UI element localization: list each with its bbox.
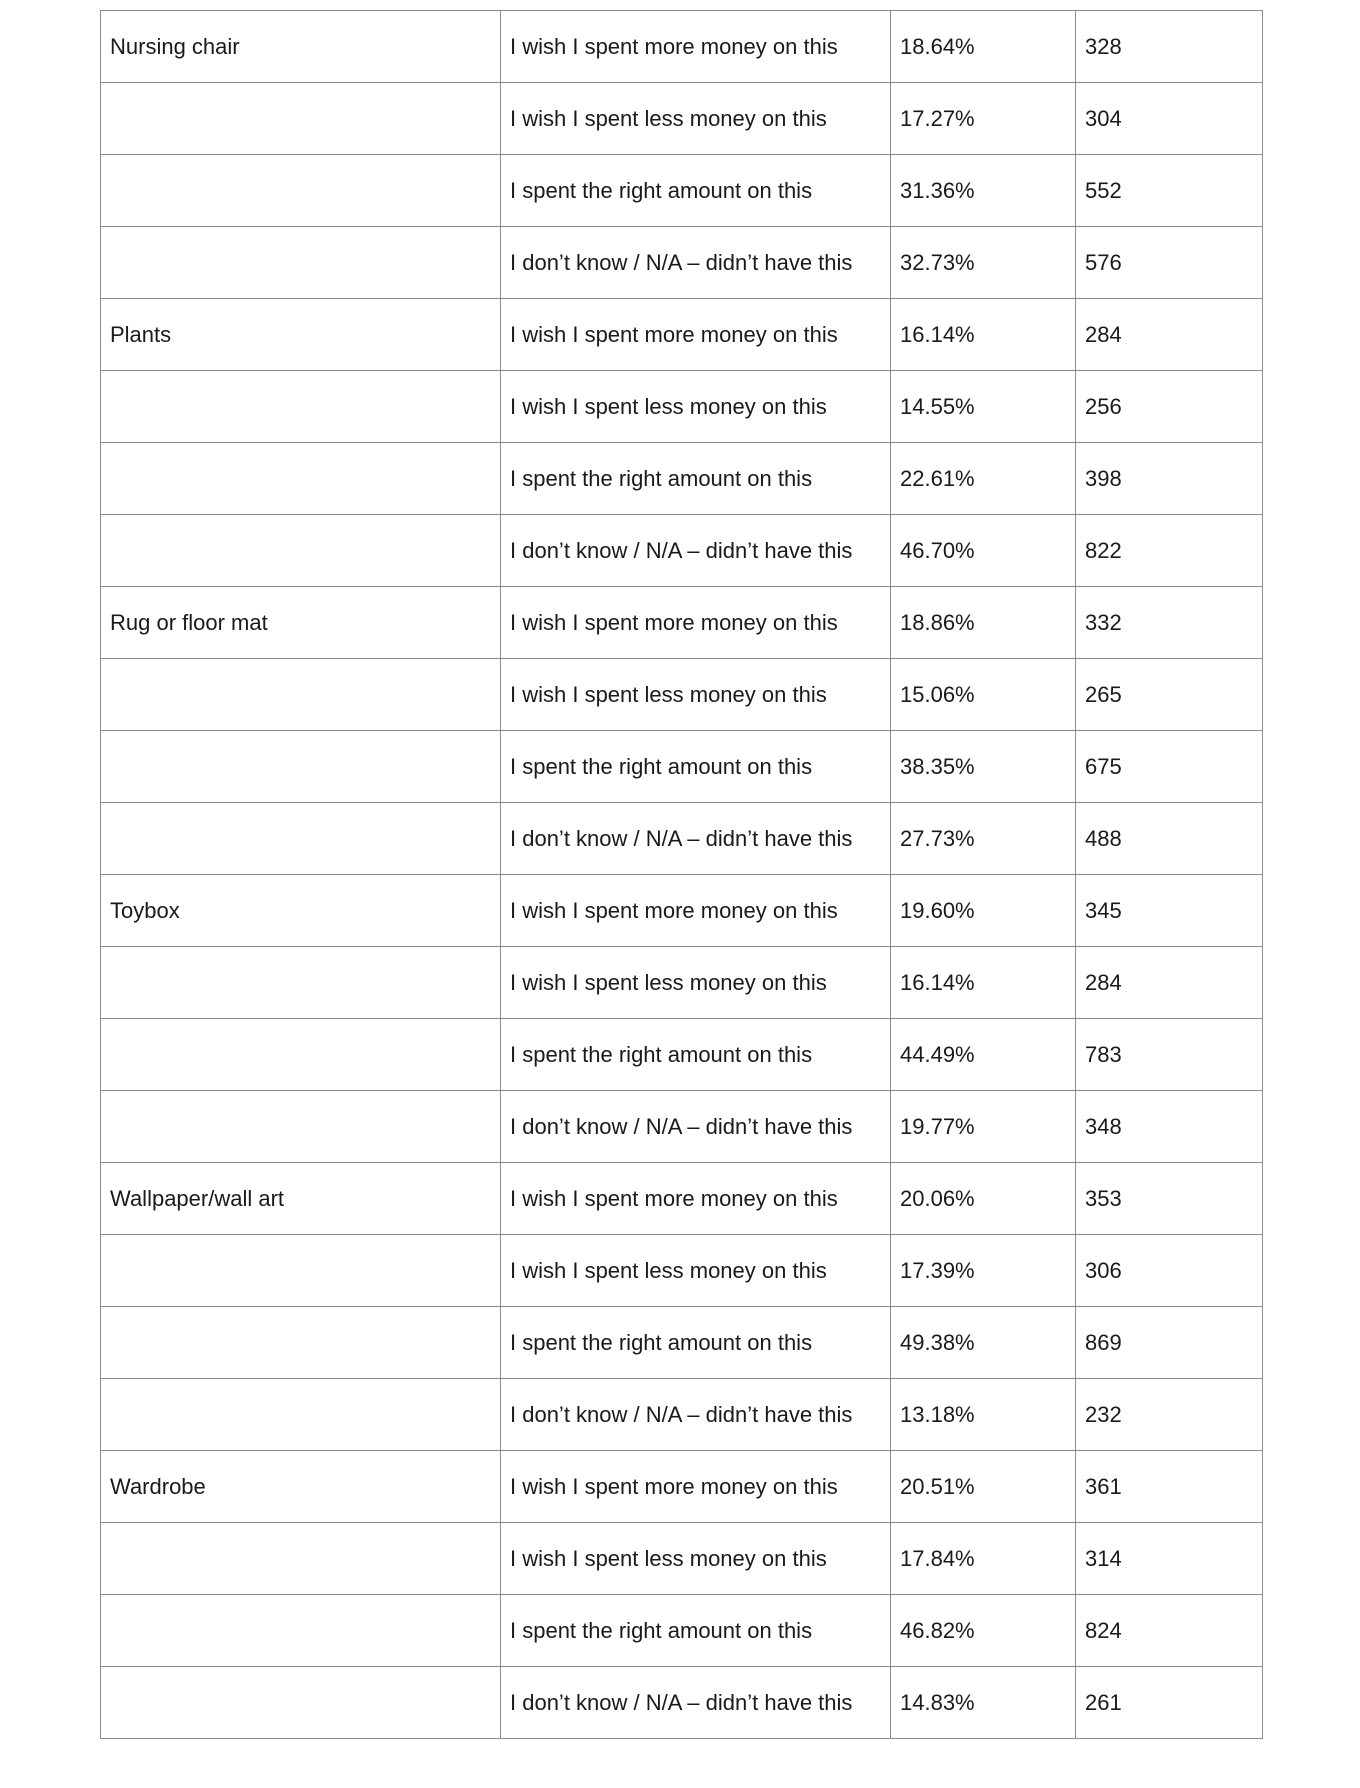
table-row [101, 227, 1263, 299]
table-row [101, 155, 1263, 227]
item-cell: Toybox [101, 875, 501, 947]
count-cell: 869 [1076, 1307, 1263, 1379]
table-row [101, 83, 1263, 155]
response-cell: I spent the right amount on this [501, 1307, 891, 1379]
count-cell: 284 [1076, 299, 1263, 371]
table-row [101, 803, 1263, 875]
percent-cell: 19.77% [891, 1091, 1076, 1163]
table-row [101, 1451, 1263, 1523]
table-row [101, 659, 1263, 731]
table-row [101, 515, 1263, 587]
count-cell: 261 [1076, 1667, 1263, 1739]
response-cell: I don’t know / N/A – didn’t have this [501, 1379, 891, 1451]
count-cell: 576 [1076, 227, 1263, 299]
count-cell: 332 [1076, 587, 1263, 659]
table-row [101, 731, 1263, 803]
item-cell [101, 1595, 501, 1667]
table-row [101, 1163, 1263, 1235]
count-cell: 552 [1076, 155, 1263, 227]
table-row [101, 1667, 1263, 1739]
response-cell: I don’t know / N/A – didn’t have this [501, 515, 891, 587]
response-cell: I spent the right amount on this [501, 1019, 891, 1091]
table-row [101, 1523, 1263, 1595]
item-cell [101, 83, 501, 155]
item-cell [101, 1091, 501, 1163]
table-row [101, 1019, 1263, 1091]
item-cell [101, 371, 501, 443]
table-body [101, 11, 1263, 1739]
item-cell [101, 803, 501, 875]
count-cell: 361 [1076, 1451, 1263, 1523]
table-row [101, 947, 1263, 1019]
table-row [101, 371, 1263, 443]
count-cell: 348 [1076, 1091, 1263, 1163]
percent-cell: 14.55% [891, 371, 1076, 443]
table-row [101, 587, 1263, 659]
item-cell [101, 1019, 501, 1091]
item-cell: Nursing chair [101, 11, 501, 83]
item-cell [101, 731, 501, 803]
item-cell: Plants [101, 299, 501, 371]
percent-cell: 38.35% [891, 731, 1076, 803]
item-cell [101, 515, 501, 587]
percent-cell: 16.14% [891, 299, 1076, 371]
response-cell: I wish I spent more money on this [501, 11, 891, 83]
table-row [101, 299, 1263, 371]
percent-cell: 17.27% [891, 83, 1076, 155]
item-cell [101, 1379, 501, 1451]
table-row [101, 1307, 1263, 1379]
response-cell: I wish I spent more money on this [501, 587, 891, 659]
count-cell: 306 [1076, 1235, 1263, 1307]
count-cell: 822 [1076, 515, 1263, 587]
item-cell [101, 443, 501, 515]
percent-cell: 17.39% [891, 1235, 1076, 1307]
response-cell: I wish I spent less money on this [501, 1235, 891, 1307]
response-cell: I wish I spent less money on this [501, 947, 891, 1019]
percent-cell: 18.64% [891, 11, 1076, 83]
item-cell [101, 1667, 501, 1739]
count-cell: 265 [1076, 659, 1263, 731]
count-cell: 675 [1076, 731, 1263, 803]
table-row [101, 1235, 1263, 1307]
response-cell: I wish I spent less money on this [501, 1523, 891, 1595]
response-cell: I don’t know / N/A – didn’t have this [501, 1091, 891, 1163]
count-cell: 304 [1076, 83, 1263, 155]
count-cell: 353 [1076, 1163, 1263, 1235]
response-cell: I wish I spent more money on this [501, 1451, 891, 1523]
item-cell [101, 1235, 501, 1307]
percent-cell: 49.38% [891, 1307, 1076, 1379]
item-cell: Rug or floor mat [101, 587, 501, 659]
percent-cell: 16.14% [891, 947, 1076, 1019]
response-cell: I spent the right amount on this [501, 1595, 891, 1667]
response-cell: I wish I spent more money on this [501, 1163, 891, 1235]
percent-cell: 44.49% [891, 1019, 1076, 1091]
response-cell: I wish I spent less money on this [501, 83, 891, 155]
percent-cell: 14.83% [891, 1667, 1076, 1739]
item-cell: Wallpaper/wall art [101, 1163, 501, 1235]
table-row [101, 11, 1263, 83]
percent-cell: 22.61% [891, 443, 1076, 515]
response-cell: I wish I spent less money on this [501, 371, 891, 443]
item-cell [101, 947, 501, 1019]
percent-cell: 31.36% [891, 155, 1076, 227]
count-cell: 314 [1076, 1523, 1263, 1595]
item-cell [101, 659, 501, 731]
item-cell [101, 155, 501, 227]
count-cell: 488 [1076, 803, 1263, 875]
table-row [101, 1379, 1263, 1451]
survey-results-table [100, 10, 1263, 1739]
table-row [101, 875, 1263, 947]
count-cell: 328 [1076, 11, 1263, 83]
percent-cell: 18.86% [891, 587, 1076, 659]
percent-cell: 27.73% [891, 803, 1076, 875]
item-cell [101, 1307, 501, 1379]
response-cell: I spent the right amount on this [501, 443, 891, 515]
response-cell: I wish I spent more money on this [501, 875, 891, 947]
count-cell: 398 [1076, 443, 1263, 515]
count-cell: 345 [1076, 875, 1263, 947]
response-cell: I spent the right amount on this [501, 155, 891, 227]
table-row [101, 443, 1263, 515]
count-cell: 256 [1076, 371, 1263, 443]
percent-cell: 19.60% [891, 875, 1076, 947]
percent-cell: 15.06% [891, 659, 1076, 731]
percent-cell: 32.73% [891, 227, 1076, 299]
table-row [101, 1595, 1263, 1667]
response-cell: I spent the right amount on this [501, 731, 891, 803]
percent-cell: 20.06% [891, 1163, 1076, 1235]
count-cell: 783 [1076, 1019, 1263, 1091]
percent-cell: 46.70% [891, 515, 1076, 587]
response-cell: I don’t know / N/A – didn’t have this [501, 1667, 891, 1739]
response-cell: I wish I spent more money on this [501, 299, 891, 371]
percent-cell: 13.18% [891, 1379, 1076, 1451]
item-cell [101, 1523, 501, 1595]
response-cell: I don’t know / N/A – didn’t have this [501, 227, 891, 299]
response-cell: I don’t know / N/A – didn’t have this [501, 803, 891, 875]
count-cell: 284 [1076, 947, 1263, 1019]
item-cell [101, 227, 501, 299]
item-cell: Wardrobe [101, 1451, 501, 1523]
count-cell: 824 [1076, 1595, 1263, 1667]
count-cell: 232 [1076, 1379, 1263, 1451]
table-row [101, 1091, 1263, 1163]
percent-cell: 20.51% [891, 1451, 1076, 1523]
response-cell: I wish I spent less money on this [501, 659, 891, 731]
percent-cell: 46.82% [891, 1595, 1076, 1667]
percent-cell: 17.84% [891, 1523, 1076, 1595]
